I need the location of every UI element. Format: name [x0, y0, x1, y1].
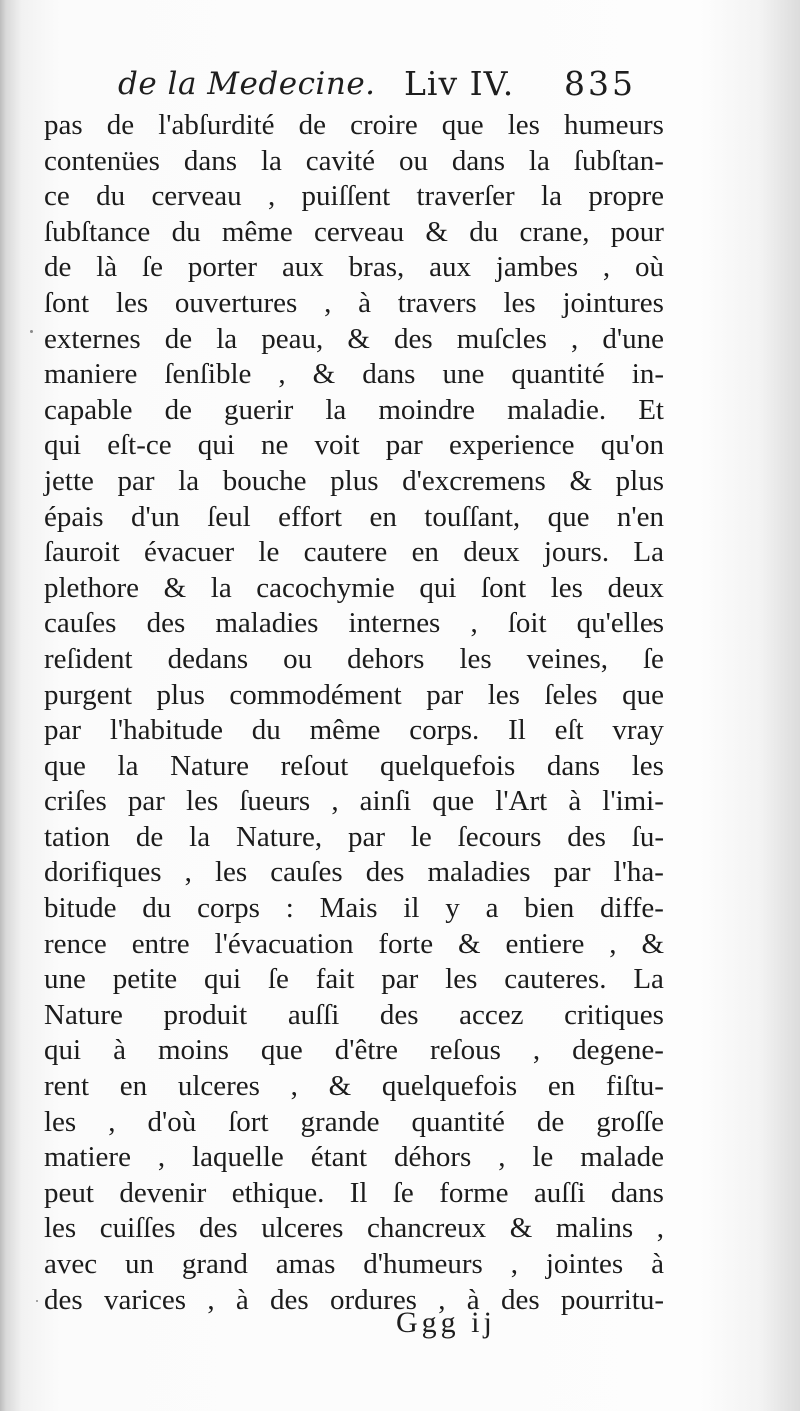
text-line: tation de la Nature, par le ſecours des ſu- — [44, 820, 664, 853]
text-line: capable de guerir la moindre maladie. Et — [44, 393, 664, 426]
text-line: maniere ſenſible , & dans une quantité in- — [44, 358, 664, 391]
text-line: jette par la bouche plus d'excremens & plus — [44, 464, 664, 497]
text-line: pas de l'abſurdité de croire que les humeurs — [44, 109, 664, 141]
text-line: bitude du corps : Mais il y a bien diffe- — [44, 892, 664, 925]
text-line: peut devenir ethique. Il ſe forme auſſi dans — [44, 1176, 664, 1209]
paper-speck — [36, 1300, 38, 1302]
text-line: cauſes des maladies internes , ſoit qu'elles — [44, 607, 664, 640]
text-line: des varices , à des ordures , à des pourritu- — [44, 1283, 664, 1316]
text-line: plethore & la cacochymie qui ſont les deux — [44, 571, 664, 604]
signature-mark: Ggg ij — [396, 1306, 496, 1339]
page-header — [118, 60, 638, 110]
text-line: dorifiques , les cauſes des maladies par l'ha- — [44, 856, 664, 889]
text-line: reſident dedans ou dehors les veines, ſe — [44, 642, 664, 675]
body-text — [44, 108, 664, 1318]
text-line: externes de la peau, & des muſcles , d'une — [44, 322, 664, 355]
text-line: les , d'où ſort grande quantité de groſſe — [44, 1105, 664, 1138]
text-line: que la Nature reſout quelquefois dans les — [44, 749, 664, 782]
text-line: ce du cerveau , puiſſent traverſer la propre — [44, 180, 664, 213]
text-line: ſauroit évacuer le cautere en deux jours. La — [44, 536, 664, 569]
text-line: criſes par les ſueurs , ainſi que l'Art à l'imi- — [44, 785, 664, 818]
text-line: ſont les ouvertures , à travers les jointures — [44, 286, 664, 319]
text-line: par l'habitude du même corps. Il eſt vray — [44, 714, 664, 747]
text-line: une petite qui ſe fait par les cauteres. La — [44, 963, 664, 996]
page-number: 835 — [564, 64, 636, 103]
text-line: épais d'un ſeul effort en touſſant, que n'en — [44, 500, 664, 533]
text-line: Nature produit auſſi des accez critiques — [44, 998, 664, 1031]
text-line: qui eſt-ce qui ne voit par experience qu'on — [44, 429, 664, 462]
text-line: qui à moins que d'être reſous , degene- — [44, 1034, 664, 1067]
text-line: avec un grand amas d'humeurs , jointes à — [44, 1248, 664, 1280]
text-line: rent en ulceres , & quelquefois en fiſtu- — [44, 1070, 664, 1103]
text-line: contenües dans la cavité ou dans la ſubſtan- — [44, 144, 664, 177]
text-line: de là ſe porter aux bras, aux jambes , où — [44, 251, 664, 284]
text-line: ſubſtance du même cerveau & du crane, pour — [44, 215, 664, 248]
text-line: les cuiſſes des ulceres chancreux & malins , — [44, 1212, 664, 1245]
text-line: matiere , laquelle étant déhors , le malade — [44, 1141, 664, 1174]
text-line: rence entre l'évacuation forte & entiere , & — [44, 927, 664, 960]
paper-speck — [30, 330, 33, 333]
book-reference: Liv IV. — [404, 64, 515, 103]
running-title: de la Medecine. — [118, 66, 376, 102]
text-line: purgent plus commodément par les ſeles que — [44, 678, 664, 711]
